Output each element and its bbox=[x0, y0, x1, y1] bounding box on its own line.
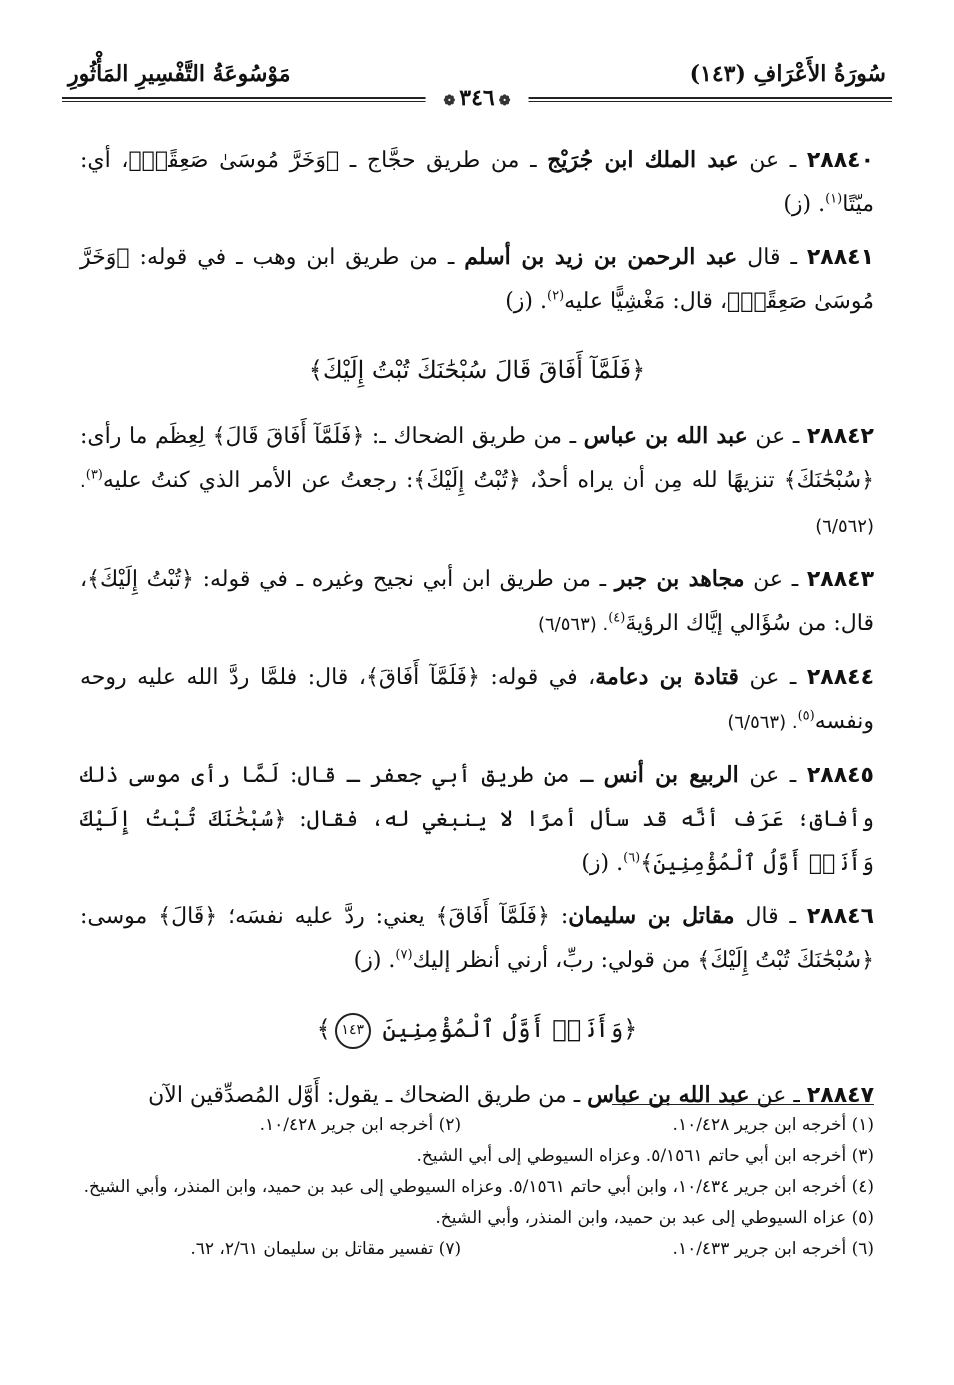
narration-number: ٢٨٨٤٦ bbox=[806, 904, 874, 929]
narration-number: ٢٨٨٤٧ bbox=[806, 1083, 874, 1108]
narration-intro: ـ عن bbox=[738, 665, 807, 690]
narration-ref: . (ز) bbox=[581, 851, 624, 876]
ayah-number-medallion: ١٤٣ bbox=[335, 1013, 371, 1049]
narration-number: ٢٨٨٤٠ bbox=[806, 148, 874, 173]
page-number-wrap bbox=[426, 85, 529, 111]
narrator-name: قتادة بن دعامة bbox=[595, 664, 739, 690]
page-number: ٣٤٦ bbox=[459, 85, 495, 111]
narration-entry bbox=[80, 235, 874, 324]
narrator-name: عبد الملك ابن جُرَيْج bbox=[547, 147, 739, 173]
footnote-4: (٤) أخرجه ابن جرير ١٠/٤٣٤، وابن أبي حاتم ٥/١٥٦١. وعزاه السيوطي إلى عبد بن حميد، وابن المنذر، وأبي الشيخ. bbox=[83, 1177, 874, 1197]
narration-number: ٢٨٨٤٥ bbox=[806, 763, 874, 788]
footnote-marker[interactable]: (٧) bbox=[395, 947, 413, 963]
narration-text: ـ من طريق الضحاك ـ: ﴿فَلَمَّآ أَفَاقَ قَالَ﴾ لِعِظَم ما رأى: ﴿سُبْحَٰنَكَ﴾ تنزيهًا لله مِن أن يراه أحدٌ، ﴿تُبْتُ إِلَيْكَ﴾: رجعتُ عن الأمر الذي كنتُ عليه bbox=[80, 424, 874, 493]
footnote-marker[interactable]: (٢) bbox=[547, 288, 565, 304]
narration-text: ـ من طريق حجَّاج ـ ﴿وَخَرَّ مُوسَىٰ صَعِقًاۚ﴾، أي: ميّتًا bbox=[80, 148, 874, 217]
footnote-3: (٣) أخرجه ابن أبي حاتم ٥/١٥٦١. وعزاه السيوطي إلى أبي الشيخ. bbox=[416, 1146, 874, 1166]
ayah-heading: ﴿فَلَمَّآ أَفَاقَ قَالَ سُبْحَٰنَكَ تُبْتُ إِلَيْكَ﴾ bbox=[308, 356, 646, 384]
footnote-1: (١) أخرجه ابن جرير ١٠/٤٢٨. bbox=[672, 1115, 874, 1135]
footnote-row bbox=[80, 1234, 874, 1265]
narration-entry bbox=[80, 655, 874, 745]
narration-intro: ـ قال bbox=[737, 245, 807, 270]
narrator-name: عبد الله بن عباس bbox=[583, 423, 748, 449]
narrator-name: الربيع بن أنس bbox=[603, 762, 739, 788]
narration-text: ـ من طريق أبي جعفر ـ قال: لَمَّا رأى موسى ذلك وأفاق؛ عَرَف أنَّه قد سأل أمرًا لا ينبغي له، فقال: ﴿سُبْحَٰنَكَ تُبْتُ إِلَيْكَ وَأَنَا۠ أَوَّلُ ٱلْمُؤْمِنِينَ﴾ bbox=[80, 763, 874, 876]
ayah-text: ﴿وَأَنَا۠ أَوَّلُ ٱلْمُؤْمِنِينَ bbox=[382, 1015, 638, 1043]
narrator-name: مقاتل بن سليمان bbox=[568, 903, 735, 929]
footnote-2: (٢) أخرجه ابن جرير ١٠/٤٢٨. bbox=[259, 1115, 462, 1135]
narration-entry bbox=[80, 753, 874, 886]
footnote-marker[interactable]: (٤) bbox=[608, 610, 626, 626]
narration-ref: . (ز) bbox=[353, 948, 396, 973]
narration-intro: ـ عن bbox=[747, 424, 807, 449]
narration-intro: ـ عن bbox=[744, 567, 807, 592]
ayah-close-bracket: ﴾ bbox=[316, 1015, 331, 1043]
narration-ref: . (ز) bbox=[783, 192, 826, 217]
narration-text: : ﴿فَلَمَّآ أَفَاقَ﴾ يعني: ردَّ عليه نفسَه؛ ﴿قَالَ﴾ موسى: ﴿سُبْحَٰنَكَ تُبْتُ إِلَيْكَ﴾ من قولي: ربِّ، أرني أنظر إليك bbox=[80, 904, 874, 973]
book-title: مَوْسُوعَةُ التَّفْسِيرِ المَأْثُورِ bbox=[68, 61, 291, 87]
narration-ref: . (٦/٥٦٣) bbox=[537, 614, 609, 635]
narration-intro: ـ عن bbox=[738, 763, 807, 788]
narration-number: ٢٨٨٤٢ bbox=[806, 424, 874, 449]
narration-number: ٢٨٨٤١ bbox=[806, 245, 874, 270]
ayah-heading bbox=[80, 1007, 874, 1051]
surah-title: سُورَةُ الأَعْرَافِ (١٤٣) bbox=[689, 61, 886, 87]
narrator-name: عبد الله بن عباس bbox=[587, 1082, 750, 1108]
narrator-name: عبد الرحمن بن زيد بن أسلم bbox=[464, 244, 738, 270]
footnotes bbox=[80, 1110, 874, 1265]
narration-ref: . (ز) bbox=[505, 289, 547, 314]
page-header bbox=[62, 55, 892, 125]
narration-intro: ـ عن bbox=[749, 1083, 807, 1108]
footnote-marker[interactable]: (١) bbox=[825, 191, 843, 207]
footnote-7: (٧) تفسير مقاتل بن سليمان ٢/٦١، ٦٢. bbox=[190, 1239, 462, 1259]
narration-text: ـ من طريق الضحاك ـ يقول: أَوَّل المُصدِّقين الآن bbox=[148, 1083, 588, 1108]
narration-intro: ـ عن bbox=[738, 148, 807, 173]
footnote-marker[interactable]: (٥) bbox=[797, 708, 815, 724]
footnote-5: (٥) عزاه السيوطي إلى عبد بن حميد، وابن المنذر، وأبي الشيخ. bbox=[435, 1208, 874, 1228]
narration-ref: . (٦/٥٦٢) bbox=[80, 471, 874, 537]
narration-text: ـ من طريق ابن أبي نجيح وغيره ـ في قوله: ﴿تُبْتُ إِلَيْكَ﴾، قال: من سُؤَالي إيَّاك الرؤيةَ bbox=[80, 567, 874, 636]
narration-number: ٢٨٨٤٤ bbox=[806, 665, 874, 690]
footnote-marker[interactable]: (٦) bbox=[623, 850, 641, 866]
narration-ref: . (٦/٥٦٣) bbox=[727, 712, 798, 733]
main-text bbox=[80, 138, 874, 1126]
ornament-icon: ❁ bbox=[498, 93, 511, 109]
footnote-divider bbox=[612, 1104, 874, 1105]
narration-entry bbox=[80, 138, 874, 227]
narration-text: ، في قوله: ﴿فَلَمَّآ أَفَاقَ﴾، قال: فلمَّا ردَّ الله عليه روحه ونفسه bbox=[80, 665, 874, 734]
footnote-row bbox=[80, 1110, 874, 1141]
narration-text: ـ من طريق ابن وهب ـ في قوله: ﴿وَخَرَّ مُوسَىٰ صَعِقًاۚ﴾، قال: مَغْشِيًّا عليه bbox=[80, 245, 874, 314]
narration-entry bbox=[80, 894, 874, 983]
narration-intro: ـ قال bbox=[734, 904, 807, 929]
narrator-name: مجاهد بن جبر bbox=[614, 566, 745, 592]
ornament-icon: ❁ bbox=[443, 93, 456, 109]
narration-number: ٢٨٨٤٣ bbox=[806, 567, 874, 592]
footnote-marker[interactable]: (٣) bbox=[85, 467, 103, 483]
footnote-6: (٦) أخرجه ابن جرير ١٠/٤٣٣. bbox=[672, 1239, 874, 1259]
narration-entry bbox=[80, 414, 874, 549]
narration-entry bbox=[80, 557, 874, 647]
